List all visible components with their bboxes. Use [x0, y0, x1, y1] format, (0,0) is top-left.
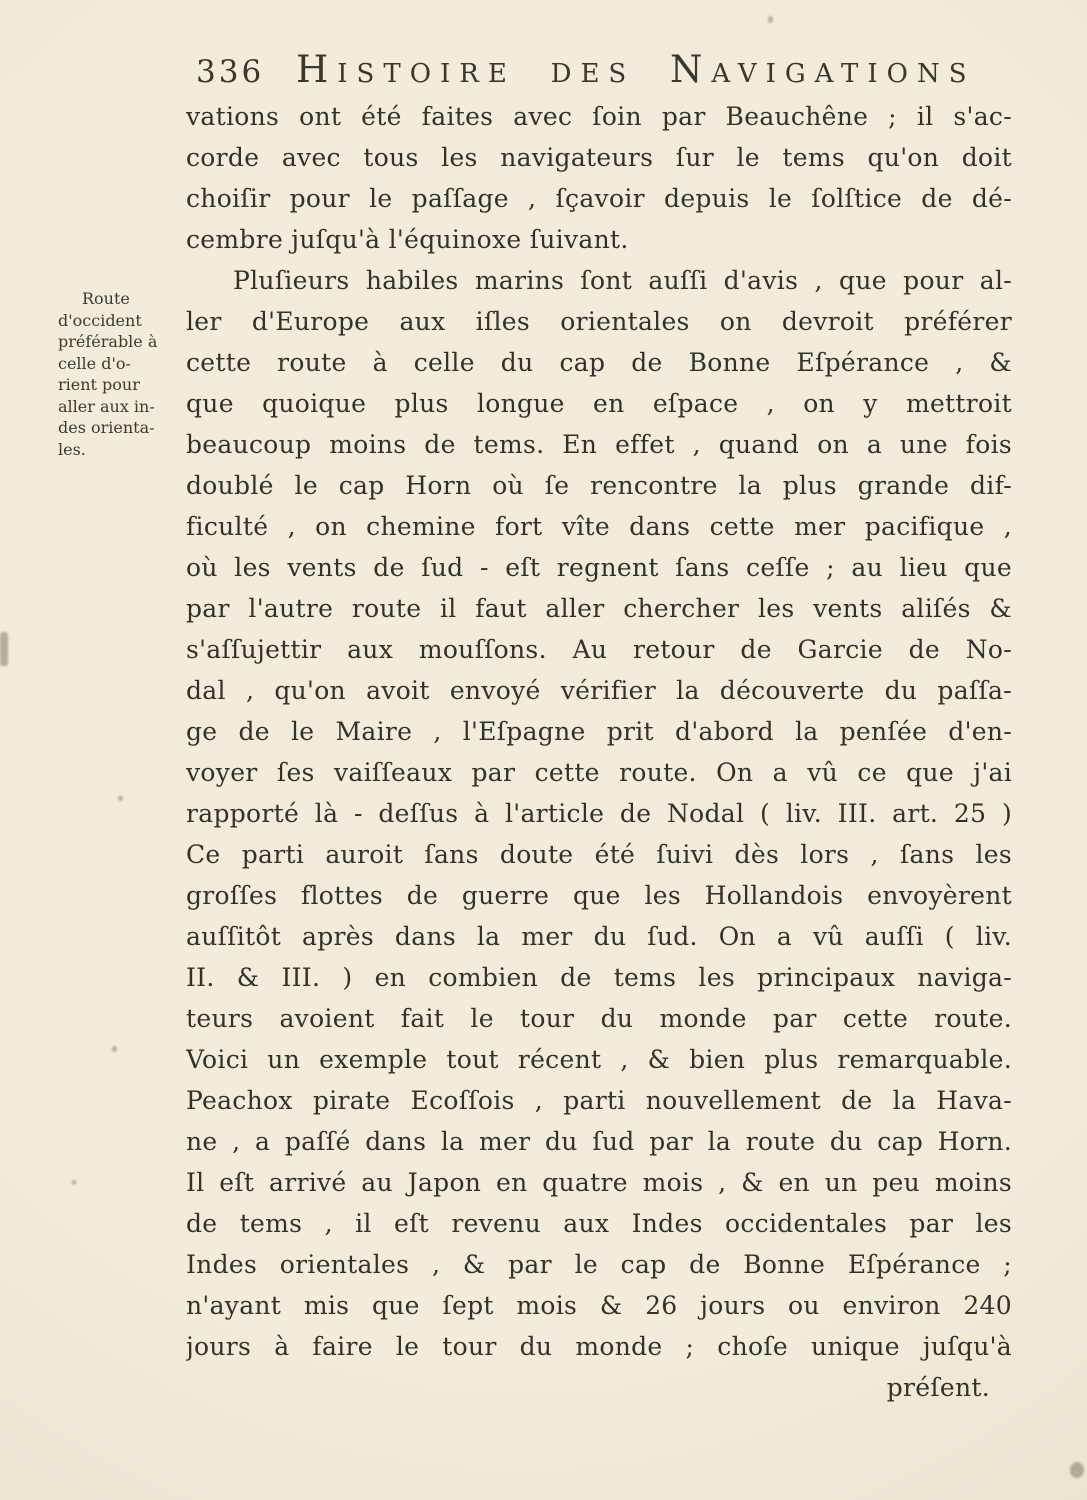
- paragraph-1: [186, 96, 1012, 260]
- text-line: Peachox pirate Ecoſſois , parti nouvellement de la Hava-: [186, 1086, 1012, 1115]
- scan-speck: [112, 1046, 117, 1052]
- text-line: Voici un exemple tout récent , & bien plus remarquable.: [186, 1045, 1012, 1074]
- text-line: II. & III. ) en combien de tems les principaux naviga-: [186, 963, 1012, 992]
- scan-speck: [72, 1180, 76, 1185]
- text-line: ler d'Europe aux iſles orientales on devroit préférer: [186, 307, 1012, 336]
- text-line: ge de le Maire , l'Eſpagne prit d'abord la penſée d'en-: [186, 717, 1012, 746]
- text-line: choiſir pour le paſſage , ſçavoir depuis le ſolſtice de dé-: [186, 184, 1012, 213]
- text-line: Pluſieurs habiles marins ſont auſſi d'avis , que pour al-: [233, 266, 1012, 295]
- text-line: vations ont été faites avec ſoin par Beauchêne ; il s'ac-: [186, 102, 1012, 131]
- text-line: aller aux in-: [58, 396, 155, 416]
- text-line: cette route à celle du cap de Bonne Eſpérance , &: [186, 348, 1012, 377]
- text-line: de tems , il eſt revenu aux Indes occidentales par les: [186, 1209, 1012, 1238]
- scan-speck: [1070, 1462, 1084, 1478]
- text-line: doublé le cap Horn où ſe rencontre la plus grande dif-: [186, 471, 1012, 500]
- text-line: par l'autre route il faut aller chercher les vents aliſés &: [186, 594, 1012, 623]
- text-line: corde avec tous les navigateurs ſur le tems qu'on doit: [186, 143, 1012, 172]
- text-line: n'ayant mis que ſept mois & 26 jours ou environ 240: [186, 1291, 1012, 1320]
- margin-note: [58, 288, 184, 460]
- text-line: Ce parti auroit ſans doute été ſuivi dès lors , ſans les: [186, 840, 1012, 869]
- text-line: Route: [82, 289, 130, 308]
- text-line: beaucoup moins de tems. En effet , quand on a une fois: [186, 430, 1012, 459]
- text-line: des orienta-: [58, 418, 155, 437]
- text-line: Il eſt arrivé au Japon en quatre mois , & en un peu moins: [186, 1168, 1012, 1197]
- text-line: rapporté là - deſſus à l'article de Nodal ( liv. III. art. 25 ): [186, 799, 1012, 828]
- text-line: où les vents de ſud - eſt regnent ſans ceſſe ; au lieu que: [186, 553, 1012, 582]
- text-line: voyer ſes vaiſſeaux par cette route. On a vû ce que j'ai: [186, 758, 1012, 787]
- text-line: celle d'o-: [58, 353, 131, 373]
- page-number: 336: [196, 54, 265, 90]
- page-header: [0, 48, 1087, 98]
- text-line: d'occident: [58, 310, 142, 330]
- text-line: dal , qu'on avoit envoyé vérifier la découverte du paſſa-: [186, 676, 1012, 705]
- text-line: Indes orientales , & par le cap de Bonne Eſpérance ;: [186, 1250, 1012, 1279]
- text-line: groſſes flottes de guerre que les Hollandois envoyèrent: [186, 881, 1012, 910]
- scan-speck: [768, 16, 773, 23]
- text-line: que quoique plus longue en eſpace , on y mettroit: [186, 389, 1012, 418]
- text-line: cembre juſqu'à l'équinoxe ſuivant.: [186, 225, 629, 254]
- text-line: jours à faire le tour du monde ; choſe unique juſqu'à: [186, 1332, 1012, 1361]
- running-title: Histoire des Navigations: [296, 48, 976, 91]
- scan-speck: [0, 632, 8, 666]
- text-line: auſſitôt après dans la mer du ſud. On a vû auſſi ( liv.: [186, 922, 1012, 951]
- scan-speck: [118, 796, 123, 801]
- text-line: ficulté , on chemine fort vîte dans cette mer pacifique ,: [186, 512, 1012, 541]
- paragraph-2: [186, 260, 1012, 1367]
- text-line: les.: [58, 439, 86, 459]
- closing-word: préſent.: [886, 1373, 990, 1402]
- text-line: rient pour: [58, 375, 140, 394]
- text-line: teurs avoient fait le tour du monde par cette route.: [186, 1004, 1012, 1033]
- text-line: ne , a paſſé dans la mer du ſud par la route du cap Horn.: [186, 1127, 1012, 1156]
- text-line: préférable à: [58, 332, 158, 351]
- body-text: [186, 96, 1012, 1408]
- text-line: s'aſſujettir aux mouſſons. Au retour de Garcie de No-: [186, 635, 1012, 664]
